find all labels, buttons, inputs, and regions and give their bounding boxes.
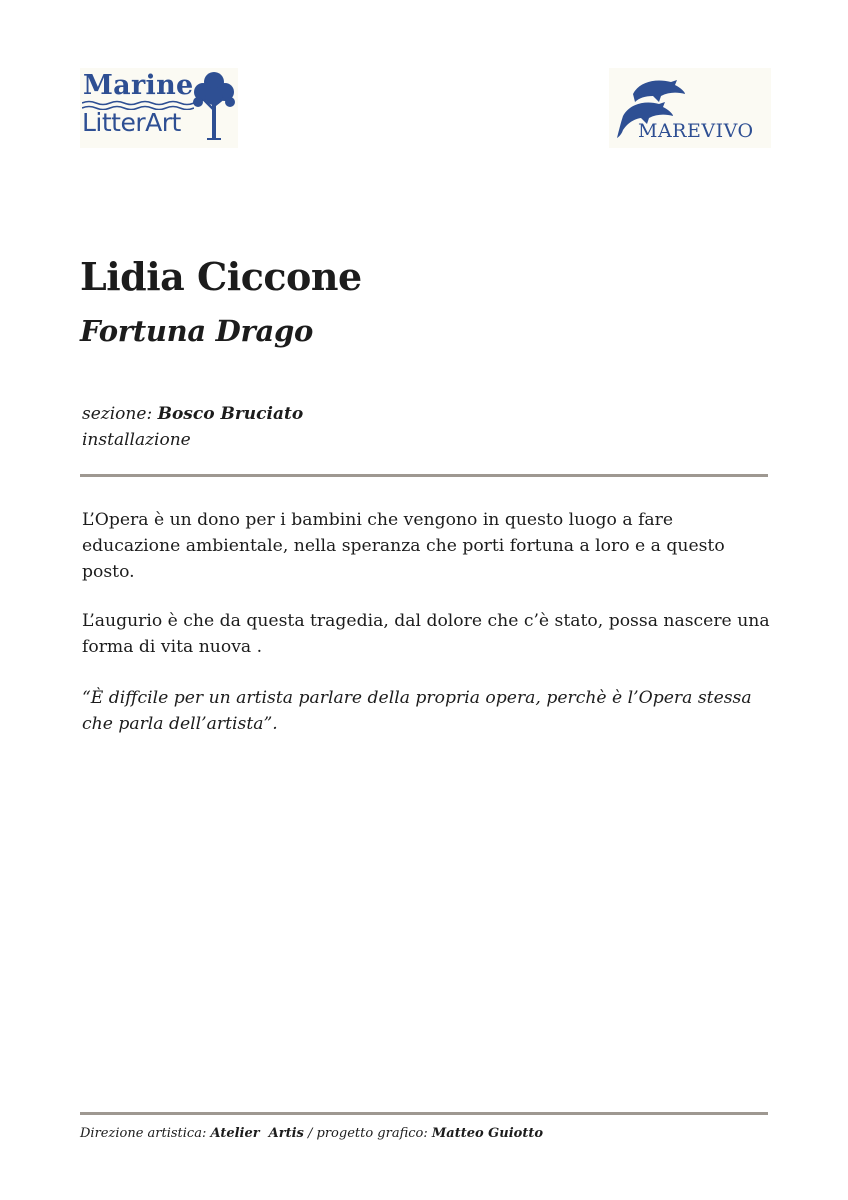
section-label: sezione [82,404,147,424]
footer-design-label: progetto grafico: [316,1126,432,1141]
bottom-divider [80,1112,768,1115]
footer-direction-value: Atelier Artis [210,1126,304,1141]
artist-quote: “È diffcile per un artista parlare della propria opera, perchè è l’Opera stessa che parla dell’artista”. [82,688,752,734]
footer-design-value: Matteo Guiotto [431,1126,544,1141]
section-value: Bosco Bruciato [157,404,304,424]
marevivo-logo [609,68,771,148]
work-title: Fortuna Drago [80,314,314,348]
tree-icon [192,70,236,142]
section-separator: : [146,404,158,424]
work-type: installazione [82,430,191,450]
footer-slash: / [303,1126,317,1141]
logo-marine-text: Marine [83,70,194,101]
footer-direction-label: Direzione artistica: [80,1126,211,1141]
logo-marevivo-text: MAREVIVO [638,120,754,142]
description-paragraph-1: L’Opera è un dono per i bambini che vengono in questo luogo a fare educazione ambientale, nella speranza che porti fortuna a loro e a questo posto. [82,510,725,582]
logo-litterart-text: LitterArt [82,108,181,137]
artist-name: Lidia Ciccone [80,254,362,299]
marine-litterart-logo [80,68,238,148]
footer-credits [80,1126,543,1141]
description-paragraph-2: L’augurio è che da questa tragedia, dal dolore che c’è stato, possa nascere una forma di vita nuova . [82,611,770,657]
section-line [82,404,303,424]
top-divider [80,474,768,477]
